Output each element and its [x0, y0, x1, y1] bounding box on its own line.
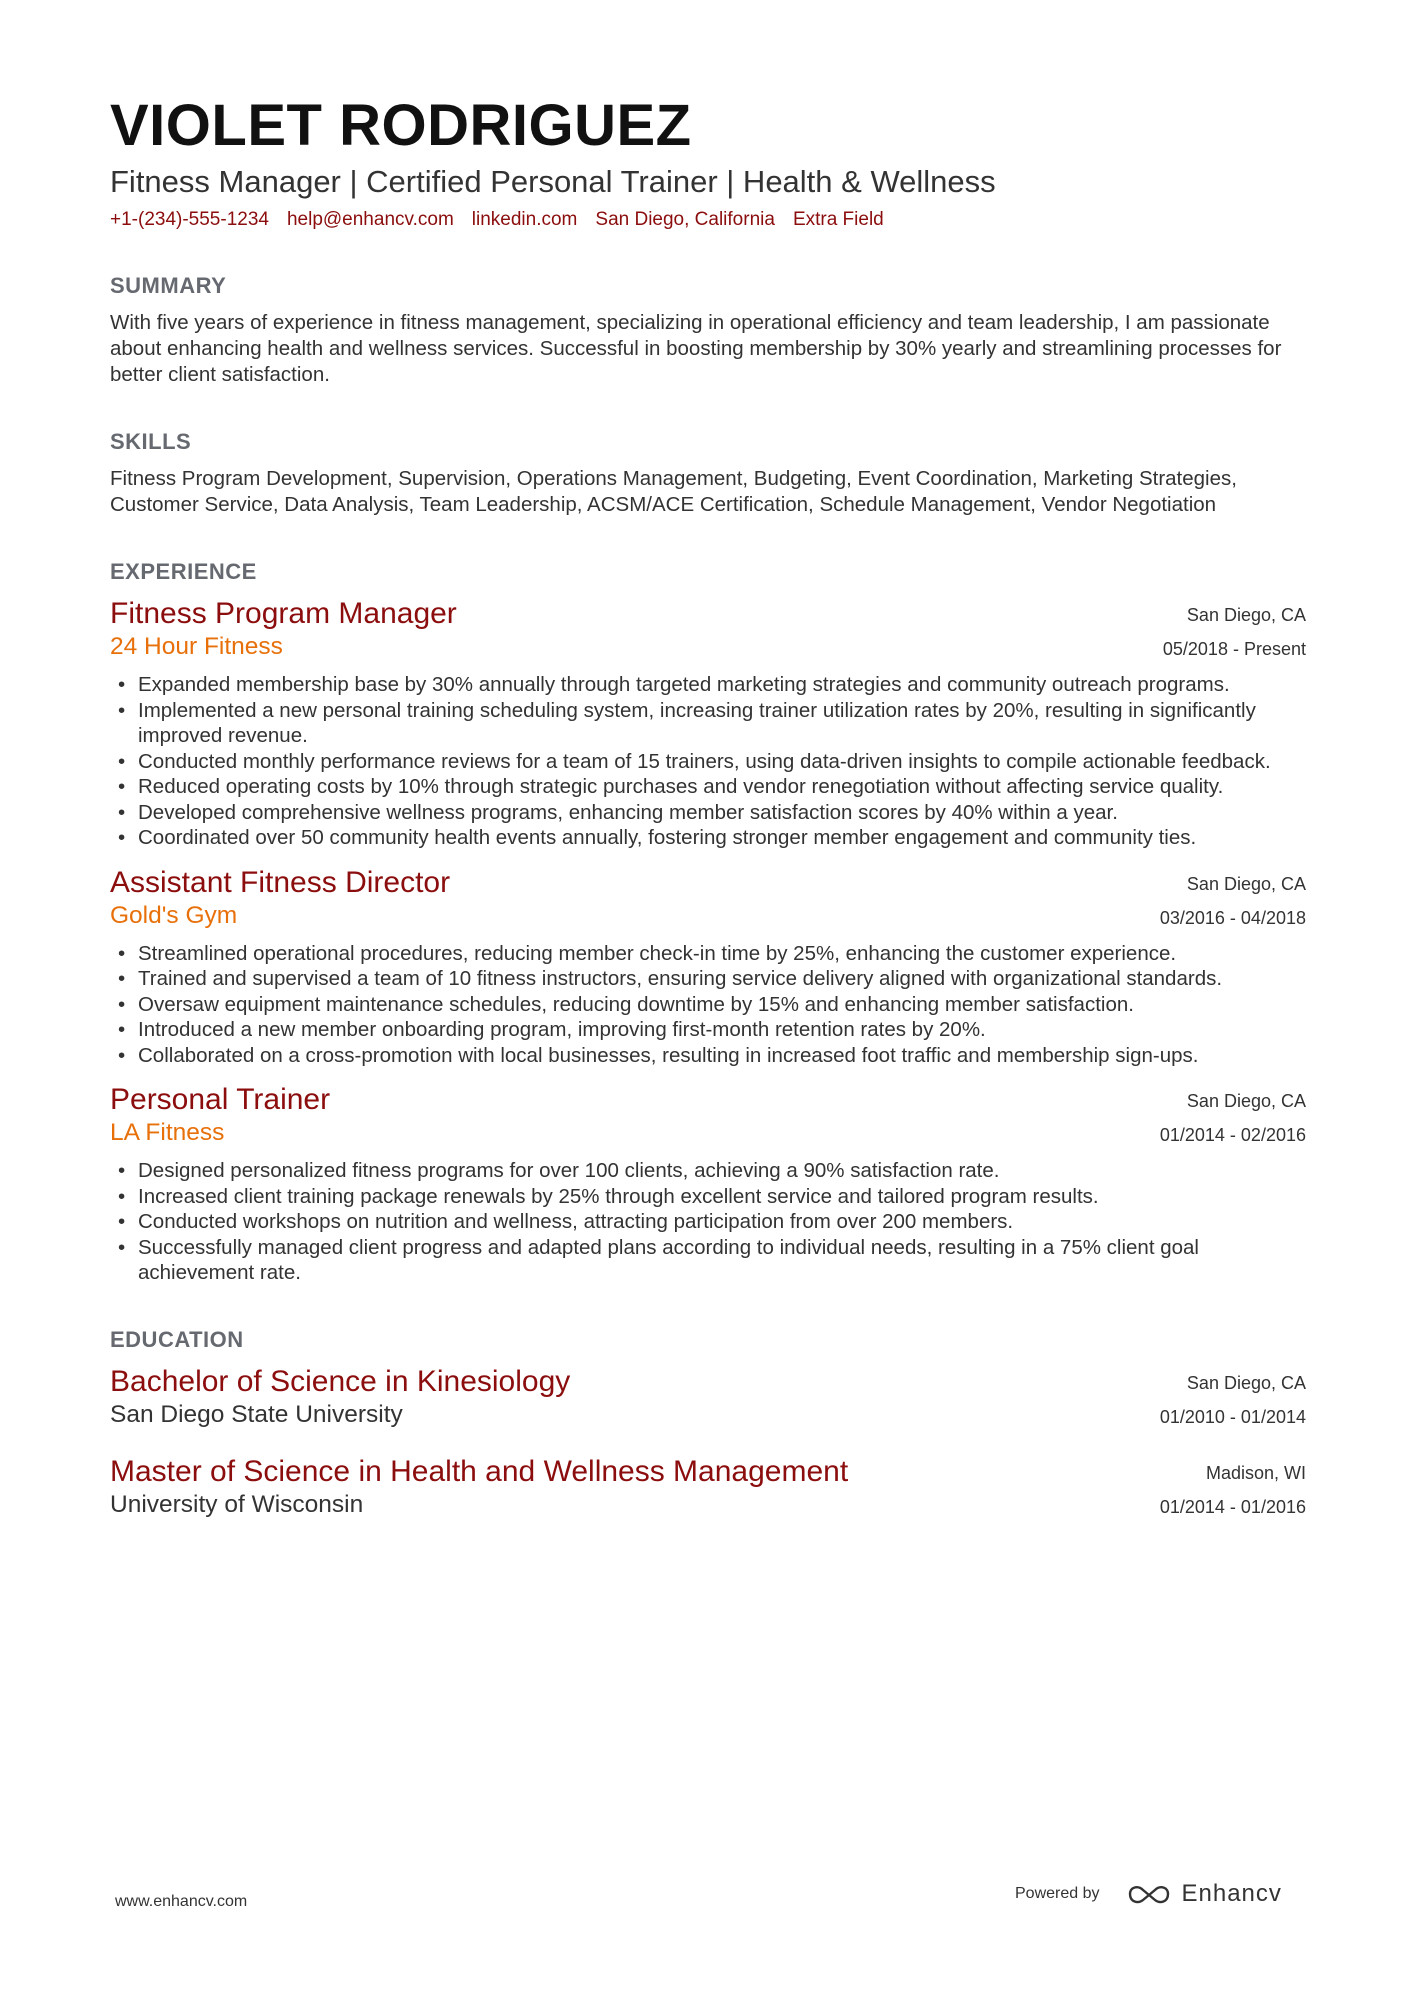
bullet-item: • Reduced operating costs by 10% through strategic purchases and vendor renegotiation without affecting service quality. — [138, 774, 1306, 800]
bullet-item: • Conducted workshops on nutrition and wellness, attracting participation from over 200 members. — [138, 1209, 1306, 1235]
education-entry — [110, 1454, 1306, 1524]
degree-title: Master of Science in Health and Wellness Management — [110, 1454, 849, 1488]
bullet-item: • Successfully managed client progress and adapted plans according to individual needs, resulting in a 75% client goal achievement rate. — [138, 1235, 1306, 1286]
education-section — [110, 1326, 1306, 1524]
enhancv-brand-link[interactable] — [1126, 1880, 1282, 1908]
section-title-education: EDUCATION — [110, 1326, 244, 1352]
extra-field: Extra Field — [792, 209, 884, 230]
job-entry — [110, 596, 1306, 851]
job-title: Assistant Fitness Director — [110, 865, 451, 899]
bullet-item: • Designed personalized fitness programs for over 100 clients, achieving a 90% satisfaction rate. — [138, 1158, 1306, 1184]
resume-page — [110, 90, 1306, 1524]
job-bullets — [110, 941, 1306, 1069]
bullet-item: • Introduced a new member onboarding program, improving first-month retention rates by 20%. — [138, 1017, 1306, 1043]
job-dates: 03/2016 - 04/2018 — [1159, 907, 1306, 928]
job-company: Gold's Gym — [110, 901, 238, 929]
bullet-item: • Oversaw equipment maintenance schedules, reducing downtime by 15% and enhancing member satisfaction. — [138, 992, 1306, 1018]
enhancv-logo-icon — [1126, 1881, 1172, 1907]
location-text: San Diego, California — [595, 209, 775, 230]
email-link[interactable]: help@enhancv.com — [286, 209, 454, 230]
job-bullets — [110, 672, 1306, 851]
job-location: San Diego, CA — [1186, 605, 1306, 625]
education-entry — [110, 1364, 1306, 1434]
bullet-item: • Conducted monthly performance reviews for a team of 15 trainers, using data-driven insights to compile actionable feedback. — [138, 749, 1306, 775]
school-name: San Diego State University — [110, 1400, 403, 1428]
job-location: San Diego, CA — [1186, 1091, 1306, 1111]
summary-text: With five years of experience in fitness management, specializing in operational efficiency and team leadership, I am passionate about enhancing health and wellness services. Successful in boosting membership by 30% yearly and streamlining processes for better client satisfaction. — [110, 311, 1282, 386]
summary-section — [110, 272, 1306, 388]
phone-link[interactable]: +1-(234)-555-1234 — [110, 209, 269, 230]
job-location: San Diego, CA — [1186, 873, 1306, 894]
education-location: Madison, WI — [1205, 1462, 1306, 1483]
headline: Fitness Manager | Certified Personal Trainer | Health & Wellness — [110, 164, 996, 199]
job-dates: 01/2014 - 02/2016 — [1159, 1125, 1306, 1145]
job-company: LA Fitness — [110, 1119, 225, 1146]
linkedin-link[interactable]: linkedin.com — [471, 209, 578, 230]
powered-by-label: Powered by — [1015, 1885, 1100, 1902]
bullet-item: • Collaborated on a cross-promotion with local businesses, resulting in increased foot traffic and membership sign-ups. — [138, 1043, 1306, 1069]
experience-section — [110, 558, 1306, 1286]
section-title-summary: SUMMARY — [110, 273, 227, 298]
bullet-item: • Streamlined operational procedures, reducing member check-in time by 25%, enhancing the customer experience. — [138, 941, 1306, 967]
bullet-item: • Increased client training package renewals by 25% through excellent service and tailored program results. — [138, 1184, 1306, 1210]
job-bullets — [110, 1158, 1306, 1286]
candidate-name: VIOLET RODRIGUEZ — [110, 93, 692, 158]
brand-name: Enhancv — [1181, 1880, 1282, 1907]
degree-title: Bachelor of Science in Kinesiology — [110, 1364, 571, 1398]
section-title-experience: EXPERIENCE — [110, 559, 257, 584]
job-company: 24 Hour Fitness — [110, 633, 283, 660]
bullet-item: • Expanded membership base by 30% annually through targeted marketing strategies and community outreach programs. — [138, 672, 1306, 698]
job-title: Fitness Program Manager — [110, 597, 457, 630]
footer-branding — [1015, 1880, 1282, 1908]
job-entry — [110, 865, 1306, 1069]
job-title: Personal Trainer — [110, 1083, 331, 1116]
job-entry — [110, 1082, 1306, 1286]
education-dates: 01/2010 - 01/2014 — [1159, 1406, 1306, 1427]
bullet-item: • Developed comprehensive wellness programs, enhancing member satisfaction scores by 40% within a year. — [138, 800, 1306, 826]
skills-text: Fitness Program Development, Supervision, Operations Management, Budgeting, Event Coordination, Marketing Strategies, Customer Service, Data Analysis, Team Leadership, ACSM/ACE Certification, Schedule Management, Vendor Negotiation — [110, 467, 1237, 516]
education-dates: 01/2014 - 01/2016 — [1159, 1496, 1306, 1517]
bullet-item: • Coordinated over 50 community health events annually, fostering stronger member engagement and community ties. — [138, 825, 1306, 851]
bullet-item: • Trained and supervised a team of 10 fitness instructors, ensuring service delivery aligned with organizational standards. — [138, 966, 1306, 992]
school-name: University of Wisconsin — [110, 1490, 364, 1518]
job-dates: 05/2018 - Present — [1162, 639, 1306, 659]
section-title-skills: SKILLS — [110, 429, 192, 454]
contact-bar — [110, 208, 1306, 232]
skills-section — [110, 428, 1306, 518]
footer-website-link[interactable]: www.enhancv.com — [115, 1893, 248, 1910]
education-location: San Diego, CA — [1186, 1372, 1306, 1393]
bullet-item: • Implemented a new personal training scheduling system, increasing trainer utilization rates by 20%, resulting in significantly improved revenue. — [138, 698, 1306, 749]
